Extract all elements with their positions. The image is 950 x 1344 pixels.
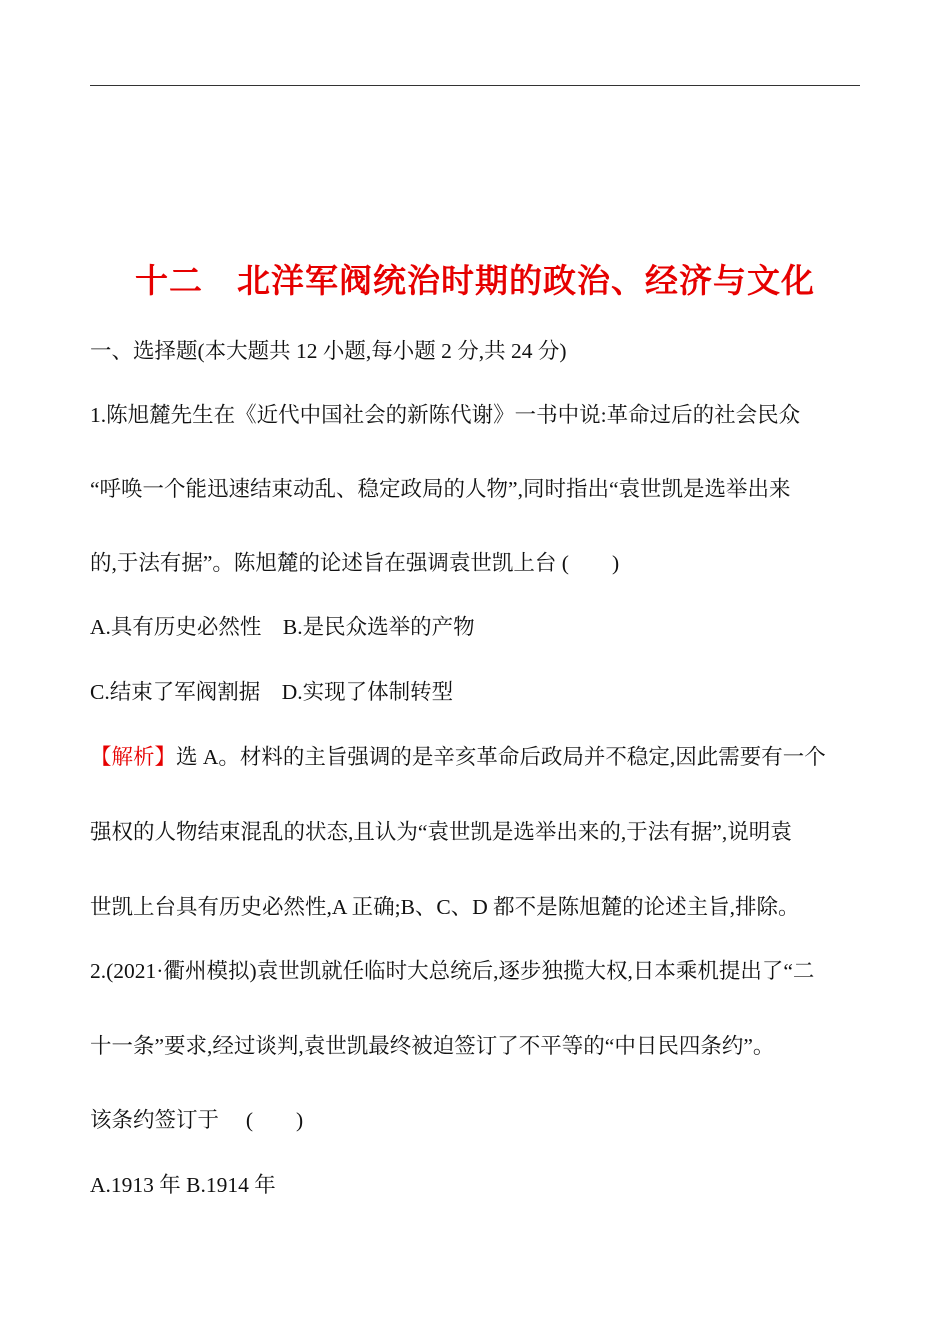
q2-stem-line-2: 十一条”要求,经过谈判,袁世凯最终被迫签订了不平等的“中日民四条约”。 xyxy=(90,1034,775,1058)
analysis-text: 选 A。材料的主旨强调的是辛亥革命后政局并不稳定,因此需要有一个 xyxy=(176,745,826,769)
section-header: 一、选择题(本大题共 12 小题,每小题 2 分,共 24 分) xyxy=(90,339,567,363)
q1-analysis-line-3: 世凯上台具有历史必然性,A 正确;B、C、D 都不是陈旭麓的论述主旨,排除。 xyxy=(90,895,800,919)
q1-options-row-2: C.结束了军阀割据 D.实现了体制转型 xyxy=(90,680,454,704)
q2-stem-line-1: 2.(2021·衢州模拟)袁世凯就任临时大总统后,逐步独揽大权,日本乘机提出了“二 xyxy=(90,959,815,983)
analysis-tag: 【解析】 xyxy=(90,745,177,769)
q2-options-row-1: A.1913 年 B.1914 年 xyxy=(90,1173,276,1197)
q1-options-row-1: A.具有历史必然性 B.是民众选举的产物 xyxy=(90,615,475,639)
page-title: 十二 北洋军阀统治时期的政治、经济与文化 xyxy=(135,261,815,300)
q1-stem-line-3: 的,于法有据”。陈旭麓的论述旨在强调袁世凯上台 ( ) xyxy=(90,551,620,575)
header-rule xyxy=(90,85,860,86)
q1-stem-line-1: 1.陈旭麓先生在《近代中国社会的新陈代谢》一书中说:革命过后的社会民众 xyxy=(90,403,801,427)
q2-stem-line-3: 该条约签订于 ( ) xyxy=(90,1108,304,1132)
q1-analysis-line-1 xyxy=(90,742,865,772)
q1-analysis-line-2: 强权的人物结束混乱的状态,且认为“袁世凯是选举出来的,于法有据”,说明袁 xyxy=(90,820,792,844)
q1-stem-line-2: “呼唤一个能迅速结束动乱、稳定政局的人物”,同时指出“袁世凯是选举出来 xyxy=(90,477,791,501)
